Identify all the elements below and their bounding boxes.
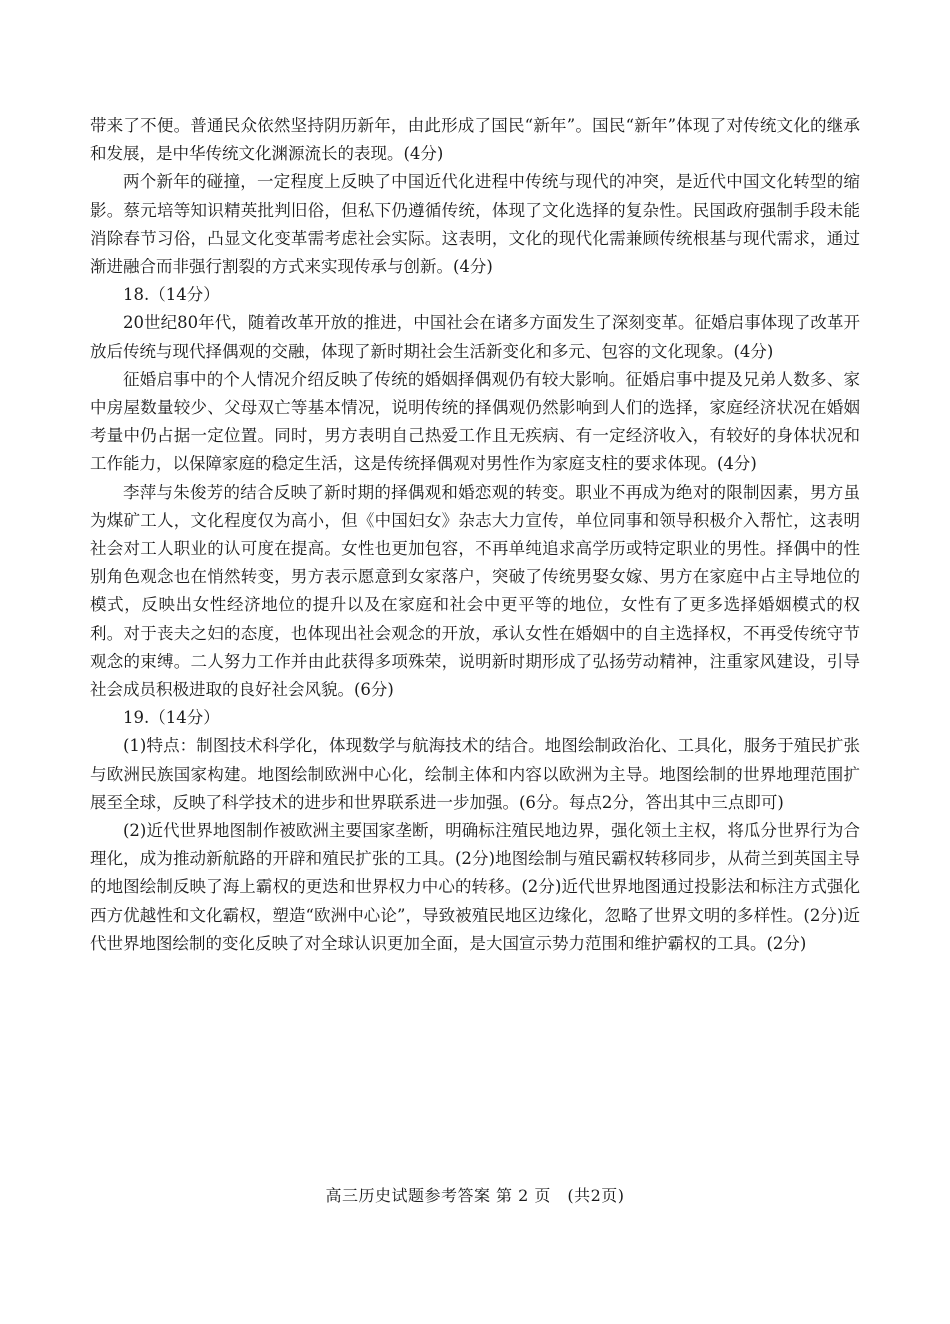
paragraph-19-part-2: (2)近代世界地图制作被欧洲主要国家垄断，明确标注殖民地边界，强化领土主权，将瓜分世界行为合理化，成为推动新航路的开辟和殖民扩张的工具。(2分)地图绘制与殖民霸权转移同步，从荷兰到英国主导的地图绘制反映了海上霸权的更迭和世界权力中心的转移。(2分)近代世界地图通过投影法和标注方式强化西方优越性和文化霸权，塑造“欧洲中心论”，导致被殖民地区边缘化，忽略了世界文明的多样性。(2分)近代世界地图绘制的变化反映了对全球认识更加全面，是大国宣示势力范围和维护霸权的工具。(2分) [90,821,860,953]
question-18-heading: 18.（14分） [123,285,220,305]
paragraph-18-new-era-view: 李萍与朱俊芳的结合反映了新时期的择偶观和婚恋观的转变。职业不再成为绝对的限制因素，男方虽为煤矿工人，文化程度仅为高小，但《中国妇女》杂志大力宣传，单位同事和领导积极介入帮忙，这表明社会对工人职业的认可度在提高。女性也更加包容，不再单纯追求高学历或特定职业的男性。择偶中的性别角色观念也在悄然转变，男方表示愿意到女家落户，突破了传统男娶女嫁、男方在家庭中占主导地位的模式，反映出女性经济地位的提升以及在家庭和社会中更平等的地位，女性有了更多选择婚姻模式的权利。对于丧夫之妇的态度，也体现出社会观念的开放，承认女性在婚姻中的自主选择权，不再受传统守节观念的束缚。二人努力工作并由此获得多项殊荣，说明新时期形成了弘扬劳动精神，注重家风建设，引导社会成员积极进取的良好社会风貌。(6分) [90,482,860,700]
page-footer: 高三历史试题参考答案 第 2 页 (共2页) [325,1186,625,1205]
paragraph-19-part-1: (1)特点：制图技术科学化，体现数学与航海技术的结合。地图绘制政治化、工具化，服务于殖民扩张与欧洲民族国家构建。地图绘制欧洲中心化，绘制主体和内容以欧洲为主导。地图绘制的世界地理范围扩展至全球，反映了科学技术的进步和世界联系进一步加强。(6分。每点2分，答出其中三点即可) [90,736,860,812]
paragraph-18-traditional-view: 征婚启事中的个人情况介绍反映了传统的婚姻择偶观仍有较大影响。征婚启事中提及兄弟人数多、家中房屋数量较少、父母双亡等基本情况，说明传统的择偶观仍然影响到人们的选择，家庭经济状况在婚姻考量中仍占据一定位置。同时，男方表明自己热爱工作且无疾病、有一定经济收入，有较好的身体状况和工作能力，以保障家庭的稳定生活，这是传统择偶观对男性作为家庭支柱的要求体现。(4分) [90,369,860,474]
question-19-heading: 19.（14分） [123,708,220,728]
paragraph-two-new-years: 两个新年的碰撞，一定程度上反映了中国近代化进程中传统与现代的冲突，是近代中国文化转型的缩影。蔡元培等知识精英批判旧俗，但私下仍遵循传统，体现了文化选择的复杂性。民国政府强制手段未能消除春节习俗，凸显文化变革需考虑社会实际。这表明，文化的现代化需兼顾传统根基与现代需求，通过渐进融合而非强行割裂的方式来实现传承与创新。(4分) [90,172,860,277]
paragraph-18-intro: 20世纪80年代，随着改革开放的推进，中国社会在诸多方面发生了深刻变革。征婚启事体现了改革开放后传统与现代择偶观的交融，体现了新时期社会生活新变化和多元、包容的文化现象。(4分) [90,313,860,361]
answer-content [90,112,860,958]
paragraph-new-year-continued: 带来了不便。普通民众依然坚持阴历新年，由此形成了国民“新年”。国民“新年”体现了对传统文化的继承和发展，是中华传统文化渊源流长的表现。(4分) [90,116,860,164]
